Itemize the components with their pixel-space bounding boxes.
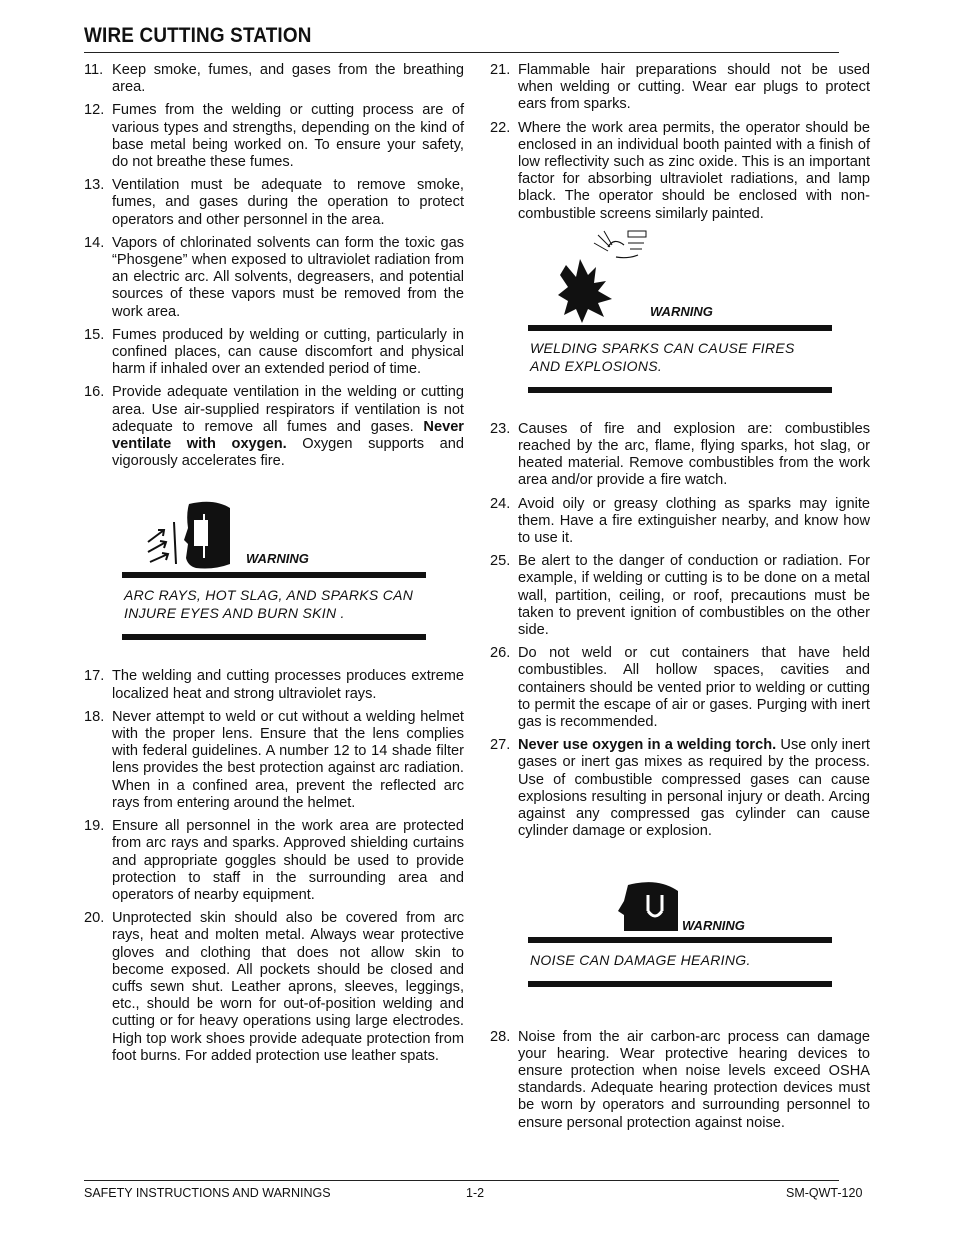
- item-number: 16.: [84, 384, 105, 401]
- item-number: 12.: [84, 102, 105, 119]
- footer-rule: [84, 1180, 839, 1181]
- list-item: [84, 327, 464, 379]
- item-number: 22.: [490, 119, 511, 136]
- item-number: 15.: [84, 326, 105, 343]
- warning-fire: [528, 229, 832, 393]
- list-item: [490, 553, 870, 639]
- explosion-icon: [558, 229, 658, 325]
- item-text: Where the work area permits, the operator should be enclosed in an individual booth painted with a finish of low reflectivity such as zinc oxide. This is an important factor for absorbing ultraviolet radiations, and lamp black. The operator should be enclosed with non-combustible screens similarly painted.: [518, 119, 870, 222]
- item-bold-text: Never ventilate with oxygen.: [112, 418, 464, 453]
- item-number: 14.: [84, 234, 105, 251]
- warning-label: WARNING: [682, 917, 745, 933]
- item-text: Ventilation must be adequate to remove smoke, fumes, and gases during the operation to protect operators and other personnel in the area.: [112, 177, 464, 228]
- item-text: Do not weld or cut containers that have held combustibles. All hollow spaces, cavities and containers should be vented prior to welding or cutting to permit the escape of air or gases. Purging with inert gas is recommended.: [518, 645, 870, 731]
- warning-label: WARNING: [246, 551, 309, 567]
- document-code: SM-QWT-120: [786, 1186, 863, 1200]
- item-number: 26.: [490, 645, 511, 662]
- item-text: Never attempt to weld or cut without a welding helmet with the proper lens. Ensure that the lens complies with federal guidelines. A number 12 to 14 shade filter lens provides the best protection against arc radiation. When in a confined area, prevent the reflected arc rays from entering around the helmet.: [112, 708, 464, 811]
- item-text: Vapors of chlorinated solvents can form the toxic gas “Phosgene” when exposed to ultraviolet radiation from an electric arc. All solvents, degreasers, and potential sources of these vapors must be removed from the work area.: [112, 234, 464, 320]
- item-text: Provide adequate ventilation in the welding or cutting area. Use air-supplied respirators if ventilation is not adequate to remove all fumes and gases.: [112, 384, 464, 435]
- list-item: [84, 62, 464, 96]
- left-column: [84, 62, 464, 1071]
- item-number: 17.: [84, 668, 105, 685]
- item-number: 28.: [490, 1028, 511, 1045]
- list-item: [490, 62, 870, 114]
- item-text: Ensure all personnel in the work area are protected from arc rays and sparks. Approved shielding curtains and appropriate goggles should be used to provide protection to staff in the surrounding area and operators of nearby equipment.: [112, 818, 464, 903]
- list-item: [490, 1029, 870, 1132]
- page-title: WIRE CUTTING STATION: [84, 24, 312, 47]
- item-text: The welding and cutting processes produces extreme localized heat and strong ultraviolet rays.: [112, 668, 464, 702]
- item-text: Oxygen supports and vigorously accelerates fire.: [112, 436, 464, 470]
- welding-helmet-icon: [144, 498, 244, 572]
- hearing-protection-icon: [618, 881, 682, 937]
- item-text: Unprotected skin should also be covered from arc rays, heat and molten metal. Always wear protective gloves and clothing that does not allow skin to become exposed. All pockets should be closed and cuffs sewn shut. Leather aprons, sleeves, leggings, etc., should be worn for out-of-position welding and cutting or for heavy operations using large electrodes. High top work shoes provide adequate protection from foot burns. For added protection use leather spats.: [112, 910, 464, 1064]
- item-bold-text: Never use oxygen in a welding torch.: [518, 737, 777, 754]
- list-item: [84, 102, 464, 171]
- item-number: 13.: [84, 177, 105, 194]
- item-text: Causes of fire and explosion are: combustibles reached by the arc, flame, flying sparks, hot slag, or heated material. Remove combustibles from the work area and/or provide a fire watch.: [518, 420, 870, 489]
- item-number: 21.: [490, 62, 511, 78]
- item-number: 11.: [84, 62, 104, 78]
- page-number: 1-2: [466, 1186, 485, 1200]
- list-item: [84, 177, 464, 229]
- warning-arc-rays: [122, 498, 426, 640]
- item-number: 18.: [84, 708, 105, 725]
- warning-label: WARNING: [650, 303, 713, 319]
- warning-noise: [528, 881, 832, 987]
- item-text: Fumes produced by welding or cutting, particularly in confined places, can cause discomfort and physical harm if inhaled over an extended period of time.: [112, 326, 464, 378]
- list-item: [490, 645, 870, 731]
- warning-bar: [528, 387, 832, 393]
- item-text: Flammable hair preparations should not be used when welding or cutting. Wear ear plugs to protect ears from sparks.: [518, 62, 870, 113]
- item-text: Be alert to the danger of conduction or radiation. For example, if welding or cutting is to be done on a metal wall, partition, ceiling, or roof, precautions must be taken to prevent ignition of combustibles on the other side.: [518, 553, 870, 639]
- list-item: [84, 709, 464, 812]
- header-rule: [84, 52, 839, 53]
- item-number: 25.: [490, 553, 511, 570]
- list-item: [490, 120, 870, 223]
- item-text: Noise from the air carbon-arc process can damage your hearing. Wear protective hearing devices to ensure protection when noise levels exceed OSHA standards. Adequate hearing protection devices must be worn by operators and surrounding personnel to ensure personal protection against noise.: [518, 1028, 870, 1131]
- warning-bar: [528, 981, 832, 987]
- item-text: Avoid oily or greasy clothing as sparks may ignite them. Have a fire extinguisher nearby, and know how to use it.: [518, 495, 870, 547]
- right-column: [490, 62, 870, 1138]
- footer-left: SAFETY INSTRUCTIONS AND WARNINGS: [84, 1186, 331, 1200]
- list-item: [84, 384, 464, 470]
- list-item: [490, 737, 870, 840]
- item-text: Keep smoke, fumes, and gases from the breathing area.: [112, 62, 464, 96]
- list-item: [84, 668, 464, 702]
- list-item: [490, 421, 870, 490]
- item-number: 24.: [490, 495, 511, 512]
- item-number: 19.: [84, 818, 105, 835]
- item-text: Fumes from the welding or cutting process are of various types and strengths, depending on the kind of base metal being worked on. To ensure your safety, do not breathe these fumes.: [112, 102, 464, 171]
- list-item: [84, 235, 464, 321]
- warning-text: NOISE CAN DAMAGE HEARING.: [530, 951, 751, 968]
- item-number: 27.: [490, 737, 511, 754]
- warning-bar: [122, 634, 426, 640]
- list-item: [490, 496, 870, 548]
- item-number: 23.: [490, 420, 511, 437]
- warning-text: ARC RAYS, HOT SLAG, AND SPARKS CAN INJURE EYES AND BURN SKIN .: [124, 587, 414, 622]
- list-item: [84, 818, 464, 904]
- item-number: 20.: [84, 910, 105, 927]
- warning-text: WELDING SPARKS CAN CAUSE FIRES AND EXPLOSIONS.: [530, 339, 795, 374]
- list-item: [84, 910, 464, 1065]
- item-text: Use only inert gases or inert gas mixes as required by the process. Use of combustible compressed gases can cause explosions resulting in personal injury or death. Arcing against any compressed gas cylinder can cause cylinder damage or explosion.: [518, 737, 870, 840]
